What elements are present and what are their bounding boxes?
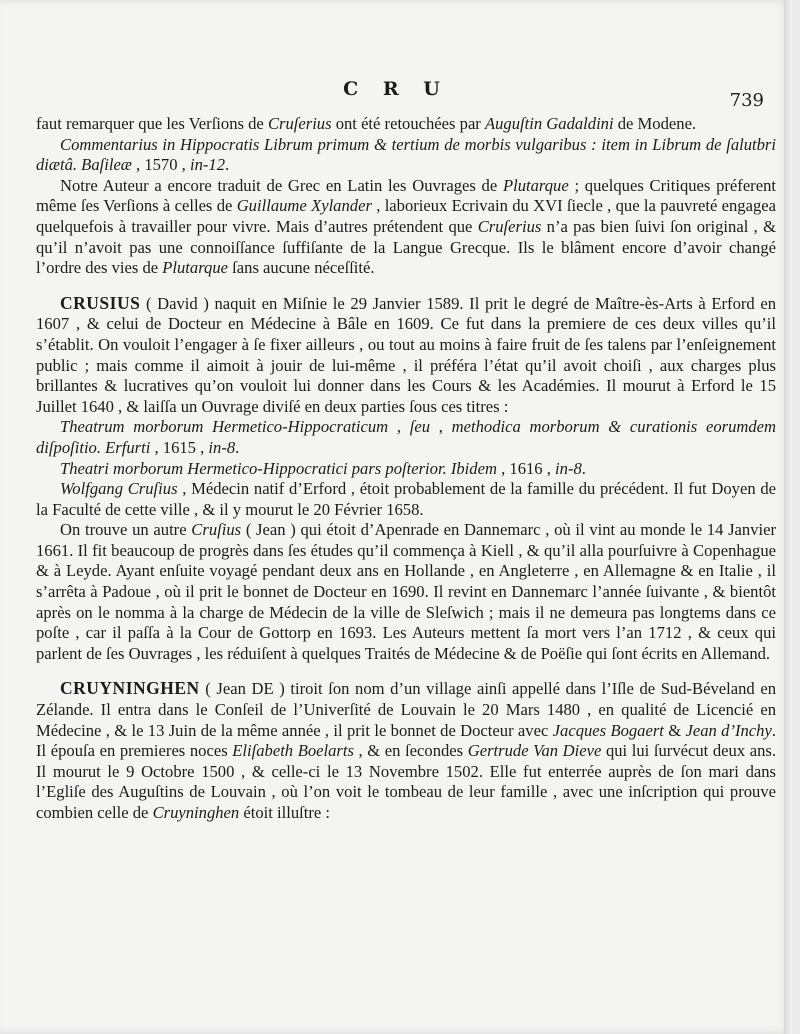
entry-crusius-david: CRUSIUS ( David ) naquit en Miſnie le 29 Janvier 1589. Il prit le degré de Maître-ès-Arts à Erford en 1607 , & celui de Docteur en Médecine à Bâle en 1609. Ce fut dans la premiere de ces deux villes qu’il s’établit. On vouloit l’engager à ſe fixer ailleurs , ou tout au moins à faire fruit de ſes talens par l’enſeignement public ; mais comme il aimoit à jouir de lui-même , il préféra l’état qu’il avoit choiſi , aux charges plus brillantes & lucratives qu’on vouloit lui donner dans les Cours & les Académies. Il mourut à Erford le 15 Juillet 1640 , & laiſſa un Ouvrage diviſé en deux parties ſous ces titres : bbox=[36, 292, 776, 416]
page-edge-shadow bbox=[784, 0, 792, 1034]
running-head: C R U bbox=[343, 78, 449, 100]
bibliographic-citation: Theatri morborum Hermetico-Hippocratici pars poſterior. Ibidem , 1616 , in-8. bbox=[60, 458, 586, 478]
paragraph: On trouve un autre Cruſius ( Jean ) qui étoit d’Apenrade en Dannemarc , où il vint au monde le 14 Janvier 1661. Il fit beaucoup de progrès dans ſes études qu’il commença à Kiell , & qu’il alla pourſuivre à Copenhague & à Leyde. Ayant enſuite voyagé pendant deux ans en Hollande , en Angleterre , en Allemagne & en Italie , il s’arrêta à Padoue , où il prit le bonnet de Docteur en 1690. Il revint en Dannemarc l’année ſuivante , & bientôt après on le nomma à la charge de Médecin de la ville de Sleſwich ; mais il ne demeura pas longtems dans ce poſte , car il paſſa à la Cour de Gottorp en 1693. Les Auteurs mettent ſa mort vers l’an 1712 , & ceux qui parlent de ſes Ouvrages , les réduiſent à quelques Traités de Médecine & de Poëſie qui ſont écrits en Allemand. bbox=[36, 520, 777, 663]
entry-separator bbox=[36, 664, 776, 678]
paragraph: Notre Auteur a encore traduit de Grec en Latin les Ouvrages de Plutarque ; quelques Critiques préferent même ſes Verſions à celles de Guillaume Xylander , laborieux Ecrivain du XVI ſiecle , que la pauvreté engagea quelquefois à travailler pour vivre. Mais d’autres prétendent que Cruſerius n’a pas bien ſuivi ſon original , & qu’il n’avoit pas une connoiſſance ſuffiſante de la Langue Grecque. Ils le blâment encore d’avoir changé l’ordre des vies de Plutarque ſans aucune néceſſité. bbox=[36, 175, 776, 278]
bibliographic-citation: Commentarius in Hippocratis Librum primum & tertium de morbis vulgaribus : item in Librum de ſalutbri diætâ. Baſileæ , 1570 , in-12. bbox=[36, 134, 776, 175]
bibliographic-citation: Theatrum morborum Hermetico-Hippocraticum , ſeu , methodica morborum & curationis eorumdem diſpoſitio. Erfurti , 1615 , in-8. bbox=[36, 417, 777, 457]
paragraph: Wolfgang Cruſius , Médecin natif d’Erford , étoit probablement de la famille du précédent. Il fut Doyen de la Faculté de cette ville , & il y mourut le 20 Février 1658. bbox=[36, 479, 776, 519]
page-number: 739 bbox=[729, 90, 764, 111]
entry-separator bbox=[36, 279, 776, 293]
body-text bbox=[36, 114, 776, 824]
paragraph-continuation: faut remarquer que les Verſions de Cruſerius ont été retouchées par Auguſtin Gadaldini de Modene. bbox=[36, 114, 697, 133]
entry-cruyninghen: CRUYNINGHEN ( Jean DE ) tiroit ſon nom d’un village ainſi appellé dans l’Iſle de Sud-Béveland en Zélande. Il entra dans le Conſeil de l’Univerſité de Louvain le 20 Mars 1480 , en qualité de Licencié en Médecine , & le 13 Juin de la même année , il prit le bonnet de Docteur avec Jacques Bogaert & Jean d’Inchy. Il épouſa en premieres noces Eliſabeth Boelarts , & en ſecondes Gertrude Van Dieve qui lui ſurvécut deux ans. Il mourut le 9 Octobre 1500 , & celle-ci le 13 Novembre 1502. Elle fut enterrée auprès de ſon mari dans l’Egliſe des Auguſtins de Louvain , où l’on voit le tombeau de leur famille , avec une inſcription qui prouve combien celle de Cruyninghen étoit illuſtre : bbox=[36, 678, 776, 822]
